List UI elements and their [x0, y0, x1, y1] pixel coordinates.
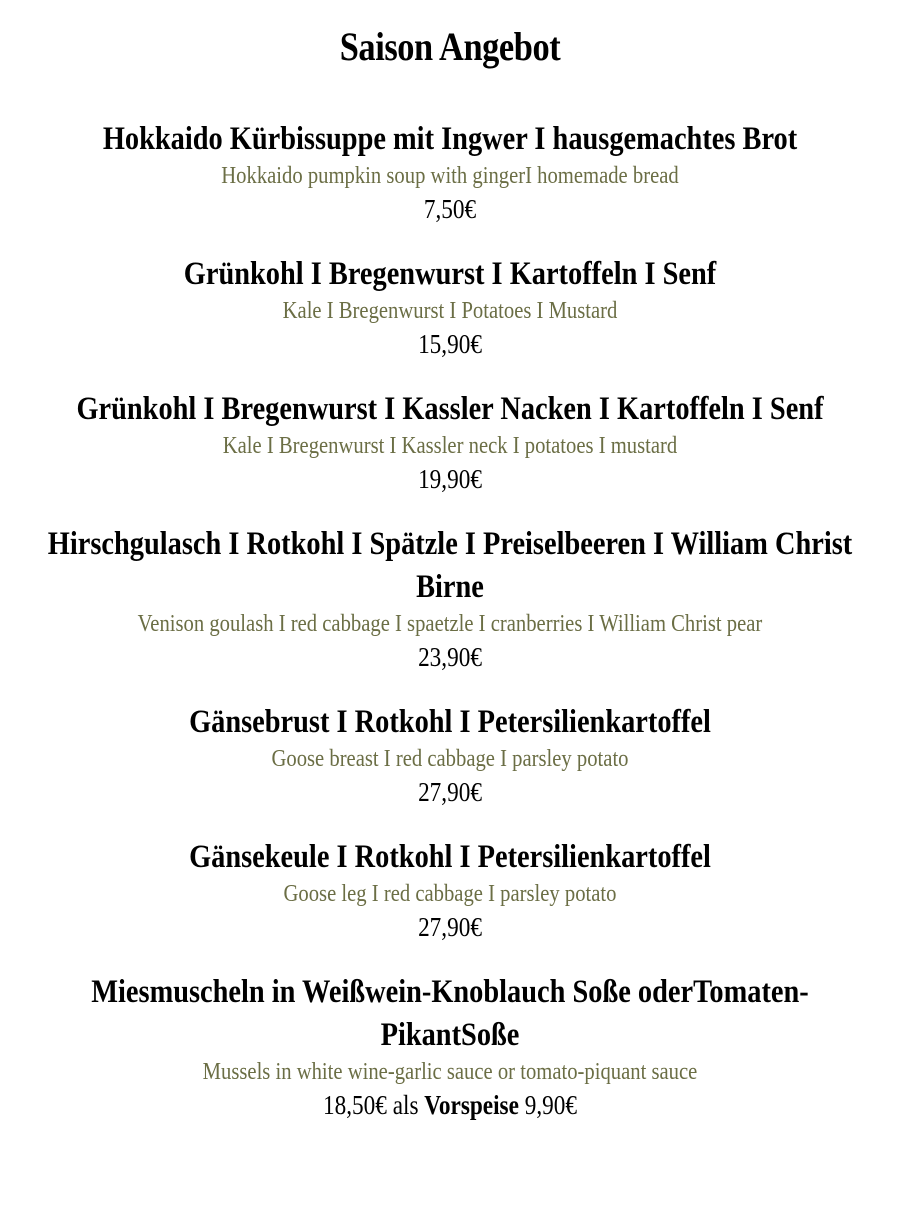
item-price-row: [72, 1087, 829, 1123]
item-name: Gänsekeule I Rotkohl I Petersilienkartoffel: [189, 839, 711, 875]
item-price: 27,90€: [418, 912, 482, 942]
menu-item: [10, 523, 890, 675]
item-description: Kale I Bregenwurst I Potatoes I Mustard: [282, 298, 618, 324]
item-description: Goose leg I red cabbage I parsley potato: [283, 881, 617, 907]
item-name-line-2: PikantSoße: [380, 1017, 520, 1053]
item-description: Kale I Bregenwurst I Kassler neck I potatoes I mustard: [222, 433, 678, 459]
item-name: Hokkaido Kürbissuppe mit Ingwer I hausgemachtes Brot: [102, 121, 798, 157]
item-name: Grünkohl I Bregenwurst I Kartoffeln I Senf: [183, 256, 717, 292]
item-price: 23,90€: [418, 642, 482, 672]
starter-label: Vorspeise: [424, 1090, 519, 1120]
item-description: Mussels in white wine-garlic sauce or tomato-piquant sauce: [202, 1059, 698, 1085]
item-price: 18,50€ als: [323, 1090, 419, 1120]
item-price: 27,90€: [418, 777, 482, 807]
menu-item: [10, 836, 890, 945]
item-price: 15,90€: [418, 329, 482, 359]
item-description: Hokkaido pumpkin soup with gingerI homemade bread: [221, 163, 679, 189]
menu-list: [0, 118, 900, 1123]
page-title: Saison Angebot: [339, 24, 561, 69]
menu-item: [10, 253, 890, 362]
item-description: Venison goulash I red cabbage I spaetzle I cranberries I William Christ pear: [137, 611, 763, 637]
item-description: Goose breast I red cabbage I parsley potato: [271, 746, 629, 772]
menu-item: [10, 971, 890, 1123]
menu-item: [10, 701, 890, 810]
menu-item: [10, 118, 890, 227]
item-name-line-1: Hirschgulasch I Rotkohl I Spätzle I Preiselbeeren I William Christ: [47, 526, 853, 562]
menu-item: [10, 388, 890, 497]
starter-price: 9,90€: [524, 1090, 577, 1120]
item-name: Grünkohl I Bregenwurst I Kassler Nacken I Kartoffeln I Senf: [76, 391, 824, 427]
item-name-line-2: Birne: [416, 569, 484, 605]
item-price: 7,50€: [423, 194, 477, 224]
item-name-line-1: Miesmuscheln in Weißwein-Knoblauch Soße oderTomaten-: [91, 974, 809, 1010]
item-price: 19,90€: [418, 464, 482, 494]
item-name: Gänsebrust I Rotkohl I Petersilienkartoffel: [189, 704, 711, 740]
